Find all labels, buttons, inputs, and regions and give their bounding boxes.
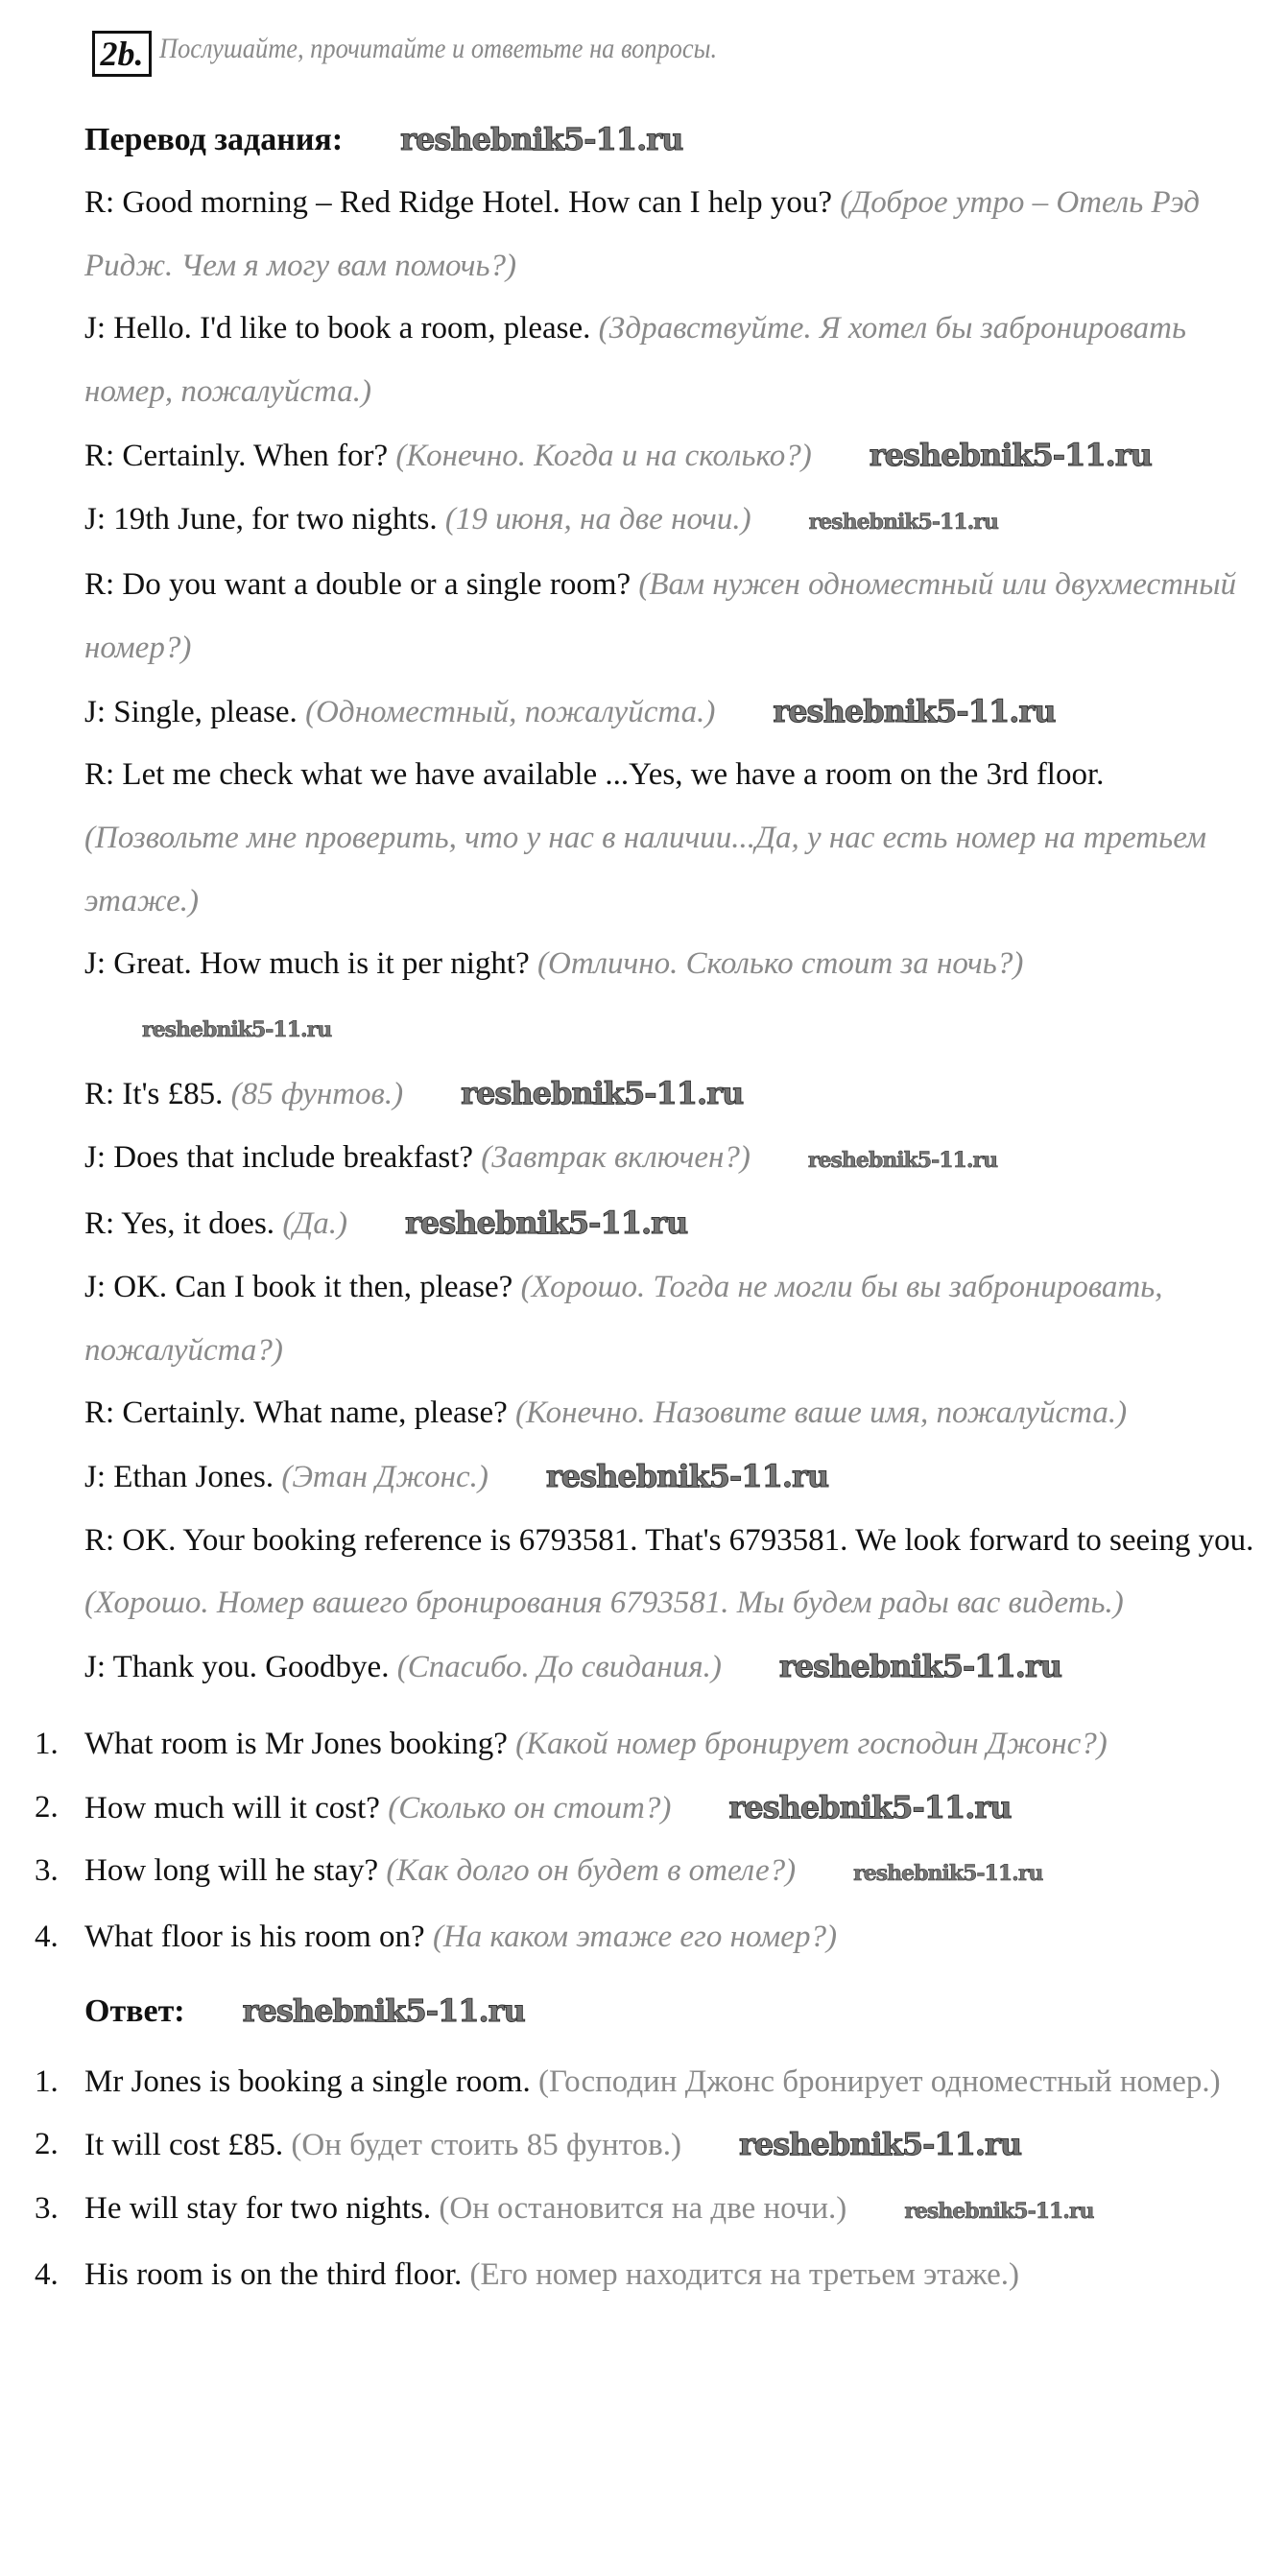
dialogue-english: R: It's £85. — [84, 1076, 224, 1111]
question-item — [35, 1906, 1255, 1969]
dialogue-russian: (Конечно. Когда и на сколько?) — [395, 438, 812, 473]
dialogue-line — [84, 424, 1255, 489]
watermark: reshebnik5-11.ru — [405, 1205, 688, 1242]
watermark: reshebnik5-11.ru — [904, 2199, 1094, 2225]
dialogue-russian: (85 фунтов.) — [230, 1076, 404, 1111]
dialogue-line — [84, 489, 1255, 555]
answer-heading-row — [84, 1979, 1255, 2043]
dialogue-english: J: OK. Can I book it then, please? — [84, 1269, 513, 1304]
dialogue-english: R: Certainly. When for? — [84, 438, 389, 473]
answer-item — [35, 2244, 1255, 2307]
dialogue-line — [84, 1445, 1255, 1510]
task-number: 2b. — [100, 35, 144, 73]
dialogue-line — [84, 680, 1255, 745]
question-item — [35, 1777, 1255, 1841]
dialogue-line — [84, 1192, 1255, 1256]
dialogue-english: J: Ethan Jones. — [84, 1460, 274, 1495]
dialogue-english: R: Let me check what we have available ...Yes, we have a room on the 3rd floor. — [84, 757, 1105, 793]
question-item-number: 2. — [35, 1789, 59, 1825]
dialogue-english: R: Good morning – Red Ridge Hotel. How can I help you? — [84, 185, 833, 220]
dialogue-russian: (Позвольте мне проверить, что у нас в наличии...Да, у нас есть номер на третьем этаже.) — [84, 821, 1207, 918]
dialogue-russian: (Завтрак включен?) — [481, 1139, 751, 1175]
dialogue-english: J: Great. How much is it per night? — [84, 946, 530, 982]
dialogue-line — [84, 1127, 1255, 1193]
watermark: reshebnik5-11.ru — [778, 1648, 1062, 1685]
answer-item — [35, 2113, 1255, 2178]
dialogue-russian: (Доброе утро – Отель Рэд Ридж. Чем я могу вам помочь?) — [84, 185, 1200, 283]
answer-item — [35, 2178, 1255, 2244]
watermark: reshebnik5-11.ru — [461, 1074, 744, 1111]
dialogue-english: R: Do you want a double or a single room? — [84, 567, 632, 603]
dialogue-russian: (Здравствуйте. Я хотел бы забронировать номер, пожалуйста.) — [84, 311, 1186, 410]
question-item — [35, 1840, 1255, 1906]
dialogue-russian: (Хорошо. Тогда не могли бы вы забронировать, пожалуйста?) — [84, 1269, 1163, 1368]
dialogue-line — [84, 744, 1255, 933]
dialogue-line — [84, 172, 1255, 298]
task-instruction: Послушайте, прочитайте и ответьте на вопросы. — [159, 33, 718, 64]
question-item-english: How long will he stay? — [84, 1853, 379, 1889]
dialogue-english: R: OK. Your booking reference is 6793581. That's 6793581. We look forward to seeing you. — [84, 1522, 1254, 1558]
question-item-russian: (Сколько он стоит?) — [388, 1790, 672, 1825]
dialogue-english: J: Single, please. — [84, 694, 298, 729]
dialogue-russian: (Отлично. Сколько стоит за ночь?) — [537, 946, 1024, 982]
answer-item-russian: (Он будет стоить 85 фунтов.) — [291, 2128, 681, 2163]
answer-item-number: 4. — [35, 2256, 59, 2292]
watermark: reshebnik5-11.ru — [807, 1147, 998, 1173]
dialogue-english: J: Does that include breakfast? — [84, 1139, 474, 1175]
watermark: reshebnik5-11.ru — [400, 121, 683, 157]
dialogue-russian: (Спасибо. До свидания.) — [396, 1650, 722, 1685]
dialogue-russian: (Вам нужен одноместный или двухместный номер?) — [84, 567, 1237, 665]
dialogue-russian: (Конечно. Назовите ваше имя, пожалуйста.) — [515, 1395, 1128, 1431]
watermark: reshebnik5-11.ru — [853, 1861, 1043, 1887]
watermark: reshebnik5-11.ru — [773, 692, 1056, 729]
watermark: reshebnik5-11.ru — [142, 1017, 332, 1043]
dialogue-line — [84, 1256, 1255, 1382]
dialogue — [84, 172, 1255, 1700]
answer-item-russian: (Господин Джонс бронирует одноместный номер.) — [537, 2063, 1221, 2099]
question-item-russian: (На каком этаже его номер?) — [432, 1919, 837, 1954]
answer-item-english: It will cost £85. — [84, 2128, 284, 2163]
question-item — [35, 1713, 1255, 1777]
dialogue-line — [84, 933, 1255, 1061]
question-item-english: How much will it cost? — [84, 1790, 380, 1825]
dialogue-english: R: Certainly. What name, please? — [84, 1395, 508, 1431]
dialogue-russian: (Хорошо. Номер вашего бронирования 6793581. Мы будем рады вас видеть.) — [84, 1586, 1124, 1621]
answer-item-russian: (Он остановится на две ночи.) — [439, 2191, 847, 2227]
watermark: reshebnik5-11.ru — [728, 1788, 1012, 1825]
dialogue-line — [84, 298, 1255, 423]
dialogue-russian: (19 июня, на две ночи.) — [444, 501, 751, 537]
questions-list — [35, 1713, 1255, 1969]
answer-item-english: Mr Jones is booking a single room. — [84, 2063, 531, 2099]
question-item-number: 1. — [35, 1726, 59, 1761]
answer-item-english: His room is on the third floor. — [84, 2256, 463, 2292]
watermark: reshebnik5-11.ru — [869, 436, 1152, 473]
dialogue-english: J: Thank you. Goodbye. — [84, 1650, 390, 1685]
dialogue-english: J: 19th June, for two nights. — [84, 501, 438, 537]
dialogue-line — [84, 1635, 1255, 1700]
task-number-box — [92, 31, 152, 77]
dialogue-english: R: Yes, it does. — [84, 1206, 275, 1242]
dialogue-line — [84, 554, 1255, 680]
answer-item-number: 1. — [35, 2063, 59, 2099]
question-item-number: 4. — [35, 1919, 59, 1954]
question-item-english: What floor is his room on? — [84, 1919, 425, 1954]
answer-item-number: 2. — [35, 2127, 59, 2162]
watermark: reshebnik5-11.ru — [545, 1458, 829, 1495]
watermark: reshebnik5-11.ru — [808, 509, 998, 535]
dialogue-line — [84, 1510, 1255, 1635]
watermark: reshebnik5-11.ru — [739, 2126, 1022, 2163]
translation-heading-row — [84, 107, 1255, 172]
question-item-russian: (Какой номер бронирует господин Джонс?) — [515, 1726, 1108, 1761]
dialogue-line — [84, 1382, 1255, 1445]
question-item-english: What room is Mr Jones booking? — [84, 1726, 508, 1761]
answer-heading: Ответ: — [84, 1992, 185, 2029]
dialogue-english: J: Hello. I'd like to book a room, please. — [84, 311, 591, 346]
answers-list — [35, 2051, 1255, 2307]
answer-item-number: 3. — [35, 2191, 59, 2227]
translation-heading: Перевод задания: — [84, 122, 344, 157]
answer-item — [35, 2051, 1255, 2114]
answer-item-english: He will stay for two nights. — [84, 2191, 432, 2227]
question-item-russian: (Как долго он будет в отеле?) — [386, 1853, 797, 1889]
question-item-number: 3. — [35, 1853, 59, 1889]
dialogue-russian: (Этан Джонс.) — [281, 1460, 489, 1495]
content — [35, 107, 1255, 2307]
dialogue-russian: (Одноместный, пожалуйста.) — [305, 694, 716, 729]
watermark: reshebnik5-11.ru — [242, 1992, 525, 2029]
dialogue-russian: (Да.) — [282, 1206, 348, 1242]
dialogue-line — [84, 1062, 1255, 1127]
answer-item-russian: (Его номер находится на третьем этаже.) — [469, 2256, 1020, 2292]
